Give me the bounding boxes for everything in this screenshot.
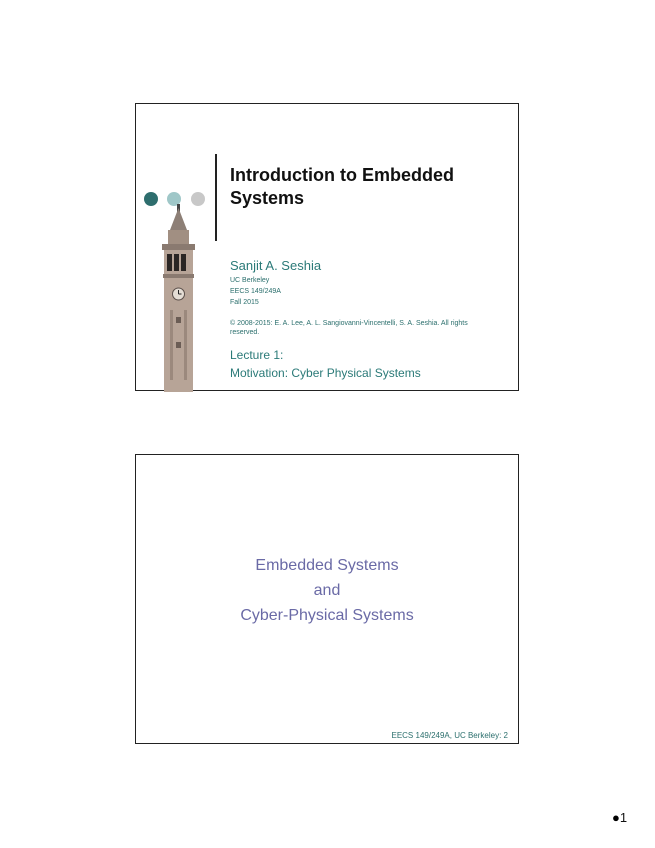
slide-1 <box>135 103 519 391</box>
affiliation: UC Berkeley <box>230 277 270 284</box>
slide-title: Introduction to Embedded Systems <box>230 165 454 208</box>
lecture-number: Lecture 1: <box>230 348 284 362</box>
page-bullet-icon: ● <box>612 810 620 825</box>
term: Fall 2015 <box>230 299 259 306</box>
campanile-tower-image <box>156 202 208 392</box>
slide-2-line-1: Embedded Systems <box>255 557 399 574</box>
course-code: EECS 149/249A <box>230 288 281 295</box>
slide-2-line-3: Cyber-Physical Systems <box>240 607 414 624</box>
divider-line <box>215 154 217 241</box>
page-number-value: 1 <box>619 810 628 825</box>
copyright-notice: © 2008-2015: E. A. Lee, A. L. Sangiovanni-Vincentelli, S. A. Seshia. All rights reserved. <box>230 320 468 336</box>
page-number <box>612 810 627 825</box>
slide-2 <box>135 454 519 744</box>
lecture-title: Motivation: Cyber Physical Systems <box>230 366 421 380</box>
author-name: Sanjit A. Seshia <box>230 258 322 273</box>
slide-2-title <box>136 553 518 628</box>
slide-footer: EECS 149/249A, UC Berkeley: 2 <box>391 731 508 740</box>
slide-2-line-2: and <box>313 582 341 599</box>
